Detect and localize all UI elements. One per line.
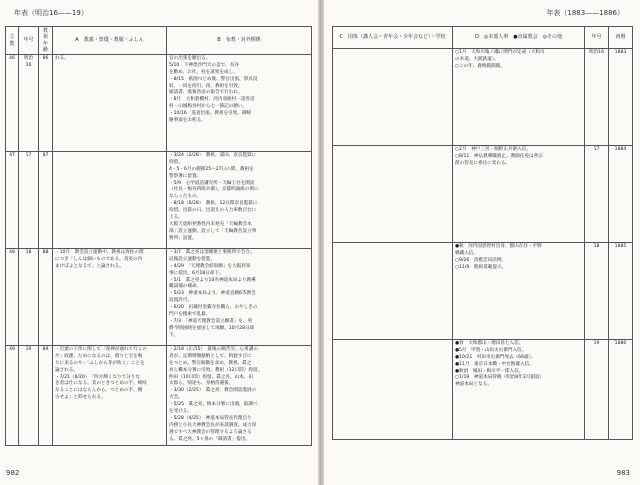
entry-line: ・3/7 眞之亮は金剛連と事務所で会合。	[169, 250, 255, 255]
header-col-b: B 布教・対外関係	[167, 27, 312, 55]
entry-line: ○この年、鹿鳴館開館。	[455, 63, 505, 69]
cell-year: 明治16	[19, 55, 39, 152]
entry-line: 拘留。出獄の日、出迎えの人力車数百台に	[169, 208, 257, 214]
cell-year: 18	[19, 249, 39, 346]
header-col-a: A 教義・祭儀・教服・ふしん	[53, 27, 167, 55]
entry-line: 楢蔵入信。	[455, 250, 478, 256]
table-row	[333, 49, 633, 146]
entry-line: 古せよ」と仰せられる。	[55, 395, 106, 401]
entry-line: ・5/25 眞之亮、梅本分署に出頭、取調べ	[169, 402, 258, 408]
entry-line: 5/10 下神毘沙門天の盃で、長谷	[169, 62, 239, 68]
entry-line: 以後設立運動を促進。	[169, 256, 215, 262]
table-row	[6, 249, 312, 346]
cell-col-b	[167, 55, 312, 152]
entry-line: をつとめ。警官解散を求め、教祖、眞之	[169, 360, 252, 366]
entry-line: を受ける。	[169, 409, 192, 415]
entry-line: れる。	[55, 56, 69, 61]
entry-line: ・8/18（6/28） 教祖、12日間奈良監獄に	[169, 201, 258, 207]
table-row	[6, 152, 312, 249]
entry-line: 神道本局となる。	[455, 382, 492, 388]
entry-line: 収、一同を拘引。夜、教祖を引致。	[169, 83, 243, 89]
header-col-c: C 団体（講人会・青年会・少年会など）・学校	[333, 27, 453, 49]
entry-line: ・3/24（2/28） 教祖、浦田、奈良監獄に	[169, 153, 257, 158]
entry-line: （社長・梅谷四郎兵衛）。京都明誠組の例に	[169, 187, 259, 193]
cell-col-d	[453, 49, 585, 146]
entry-line: を勤め、お社、柱を道果を成し。	[169, 69, 238, 75]
entry-line: る。眞之亮、5ヶ条の「御請書」提出。	[169, 436, 251, 442]
header-year: 年号	[19, 27, 39, 55]
entry-line: 者が、定期増額献納として、斡旋すびに	[169, 353, 252, 359]
entry-line: ならったもの。	[169, 194, 201, 200]
entry-line: 務所」設置。	[169, 235, 197, 241]
header-age: 教祖年齢	[39, 27, 53, 55]
entry-line: ●11月 東京日本橋・中台勘蔵入信。	[455, 361, 534, 367]
cell-gregorian: 46	[6, 55, 19, 152]
entry-line: ・5/23 神道本局より、神道直轄6等教会	[169, 291, 256, 297]
entry-line: の氷道、大阪鉄道）。	[455, 56, 499, 62]
entry-line: 拘留。	[169, 159, 183, 165]
entry-line: ●春 大和郡山・増田甚七入信。	[455, 341, 524, 346]
entry-line: 太郎ら、帰途も、身柄待遇扱。	[169, 381, 234, 387]
cell-gregorian: 48	[6, 249, 19, 346]
header-gregorian: 西暦	[609, 27, 633, 49]
right-running-head: 年表（1883——1886）	[546, 9, 624, 17]
entry-line: 事に提出。6月18日却下。	[169, 270, 224, 276]
entry-line: ・5/1 眞之亮より10名神道本局より教導	[169, 277, 256, 283]
entry-line: ●秋 河内国恩智村出身、郡山在住・平野	[455, 244, 542, 249]
right-chronology-table	[332, 26, 633, 440]
entry-line: 職試補の補命。	[169, 284, 202, 290]
entry-line: ○8/11 神仏教導職廃止。教師任免は各宗	[455, 153, 543, 159]
entry-line: や」政慮、ためになるのは、燈りと宝を嗚	[55, 353, 143, 359]
entry-line: ・10/16 巡査出張。教祖を引致、御帰	[169, 111, 252, 117]
entry-line: 大会。	[169, 395, 183, 401]
cell-gregorian: 49	[6, 346, 19, 446]
entry-line: りに来るのや」「ふしから芽が吹く」ことを	[55, 360, 145, 366]
cell-year: 18	[585, 243, 609, 340]
entry-line: ・10月 教会設立運動中、教祖は真柱の理	[55, 250, 144, 255]
entry-line: ●5月 甲賀・山田太右衛門入信。	[455, 347, 527, 353]
cell-year: 19	[19, 346, 39, 446]
left-page	[0, 0, 318, 485]
entry-line: 論される。	[55, 367, 78, 373]
cell-gregorian: 1884	[609, 146, 633, 243]
right-page	[324, 0, 640, 485]
entry-line: ・6/20 岩蔵村金蔵寺住職ら、おやしきの	[169, 305, 258, 311]
entry-line: ・5/9 心学道話講究所・天輪王社を開設	[169, 180, 255, 186]
cell-col-a	[53, 152, 167, 249]
header-gregorian: 立教	[6, 27, 19, 55]
entry-line: 亮ら櫛本分署に引致。教祖（12日間）拘留。	[169, 367, 263, 373]
entry-line: 爵今園国映を経由して再願。10月28日却	[169, 325, 255, 331]
cell-gregorian: 1885	[609, 243, 633, 340]
cell-col-c	[333, 243, 453, 340]
entry-line: 派の管長に委任に変わる。	[455, 160, 511, 166]
left-running-head: 年表（明治16——19）	[14, 9, 88, 17]
entry-line: ・8/15 祇園つとめ後、警官出張、祭具没	[169, 76, 258, 82]
left-chronology-table	[5, 26, 312, 446]
entry-line: ・2/18（正/15） 最後の御苦労。心勇講の	[169, 347, 258, 352]
cell-col-a	[53, 55, 167, 152]
table-row	[6, 55, 312, 152]
entry-line: 遇ですべ大神教会の管理するよう論さる	[169, 429, 252, 435]
entry-line: 警察署に留置。	[169, 173, 202, 179]
right-header-row	[333, 27, 633, 49]
cell-col-c	[333, 49, 453, 146]
header-year: 年号	[585, 27, 609, 49]
cell-year: 17	[585, 146, 609, 243]
cell-gregorian: 1883	[609, 49, 633, 146]
cell-col-d	[453, 243, 585, 340]
entry-line: 仲田（10日間）拘留。眞之亮、山本、田	[169, 374, 253, 380]
cell-col-a	[53, 249, 167, 346]
entry-line: 内務と小長大神教会長が来談調査。成力厚	[169, 422, 257, 428]
entry-line: ・3/30（2/25） 眞之亮、教会開設進展の	[169, 388, 257, 394]
cell-gregorian: 1886	[609, 340, 633, 440]
entry-line: ・7/21（6/20） 「四方輝くなりて分りな	[55, 374, 140, 380]
cell-col-c	[333, 340, 453, 440]
entry-line: 上る。	[169, 215, 183, 221]
entry-line: ・8月 大和倉橋村、河内羽鹿村一語善彦	[169, 97, 255, 103]
entry-line: ・4/29 「天理教会結収願」を大阪府知	[169, 263, 251, 269]
entry-line: ○2月 神戸三宮・堀野正兵衛入信。	[455, 147, 531, 152]
entry-line: まけぼよとなるで」と論される。	[55, 263, 124, 269]
entry-line: ・7/3 「神道天理教会設立願書」を、男	[169, 318, 253, 324]
cell-age: 87	[39, 152, 53, 249]
entry-line: ○11/9 熊椋延範提示。	[455, 264, 507, 270]
cell-col-c	[333, 146, 453, 243]
cell-col-a	[53, 346, 167, 446]
entry-line: き者は仕になる。其のときつとめの手、崎咲	[55, 381, 147, 387]
cell-col-d	[453, 340, 585, 440]
right-page-number: 983	[616, 469, 630, 477]
entry-line: ・5/28（4/25） 神道本局管長代理自り	[169, 415, 252, 421]
entry-line: 門戸を捜索で乱暴。	[169, 312, 211, 318]
entry-line: なることにはならんから、つとめの手、稽	[55, 388, 143, 394]
entry-line: 設置許可。	[169, 298, 192, 304]
cell-col-b	[167, 249, 312, 346]
cell-col-b	[167, 346, 312, 446]
table-row	[6, 346, 312, 446]
entry-line: 4・5・6月の御節25〜27日の間、教祖を	[169, 166, 254, 172]
entry-line: につき「しんは細いものである。真実の内	[55, 256, 143, 262]
table-row	[333, 146, 633, 243]
left-page-number: 982	[6, 469, 20, 477]
cell-age: 88	[39, 249, 53, 346]
entry-line: 部」設立運動。設立して「天輪教会設立事	[169, 228, 257, 234]
entry-line: 慶事案をお叱る。	[169, 118, 206, 124]
entry-line: 大阪天恵組発番性内未発売「天輪教会本	[169, 221, 252, 227]
header-col-d: D ◎本部人事 ●直属教会 ◎その他	[453, 27, 585, 49]
cell-year: 明治16	[585, 49, 609, 146]
cell-col-d	[453, 146, 585, 243]
cell-gregorian: 47	[6, 152, 19, 249]
cell-year: 19	[585, 340, 609, 440]
entry-line: 村・山城梅谷村から七一節記の願い。	[169, 104, 248, 110]
entry-line: ○1/19 神道本局管轄（明治8年3月創設）	[455, 375, 545, 381]
entry-line: ●10/21 村田幸右衛門死去（66歳）。	[455, 354, 536, 360]
entry-line: ○1月 大和川亀ノ瀬に関門が定成（大和川	[455, 50, 545, 55]
entry-line: ●秋頃 城田・梅川平一郎入信。	[455, 368, 524, 374]
entry-line: 官の出張を願出る。	[169, 56, 211, 61]
cell-age: 86	[39, 55, 53, 152]
left-header-row	[6, 27, 312, 55]
table-row	[333, 340, 633, 440]
cell-col-b	[167, 152, 312, 249]
entry-line: ○9/26 清藍雲田決例。	[455, 257, 507, 263]
cell-age: 89	[39, 346, 53, 446]
entry-line: ・官憲の干渉に関して「義神が通れて行くの	[55, 347, 147, 352]
entry-line: 頭請書、逃菊善彦の報告で行われ。	[169, 90, 243, 96]
cell-year: 17	[19, 152, 39, 249]
table-row	[333, 243, 633, 340]
entry-line: 下。	[169, 332, 179, 338]
